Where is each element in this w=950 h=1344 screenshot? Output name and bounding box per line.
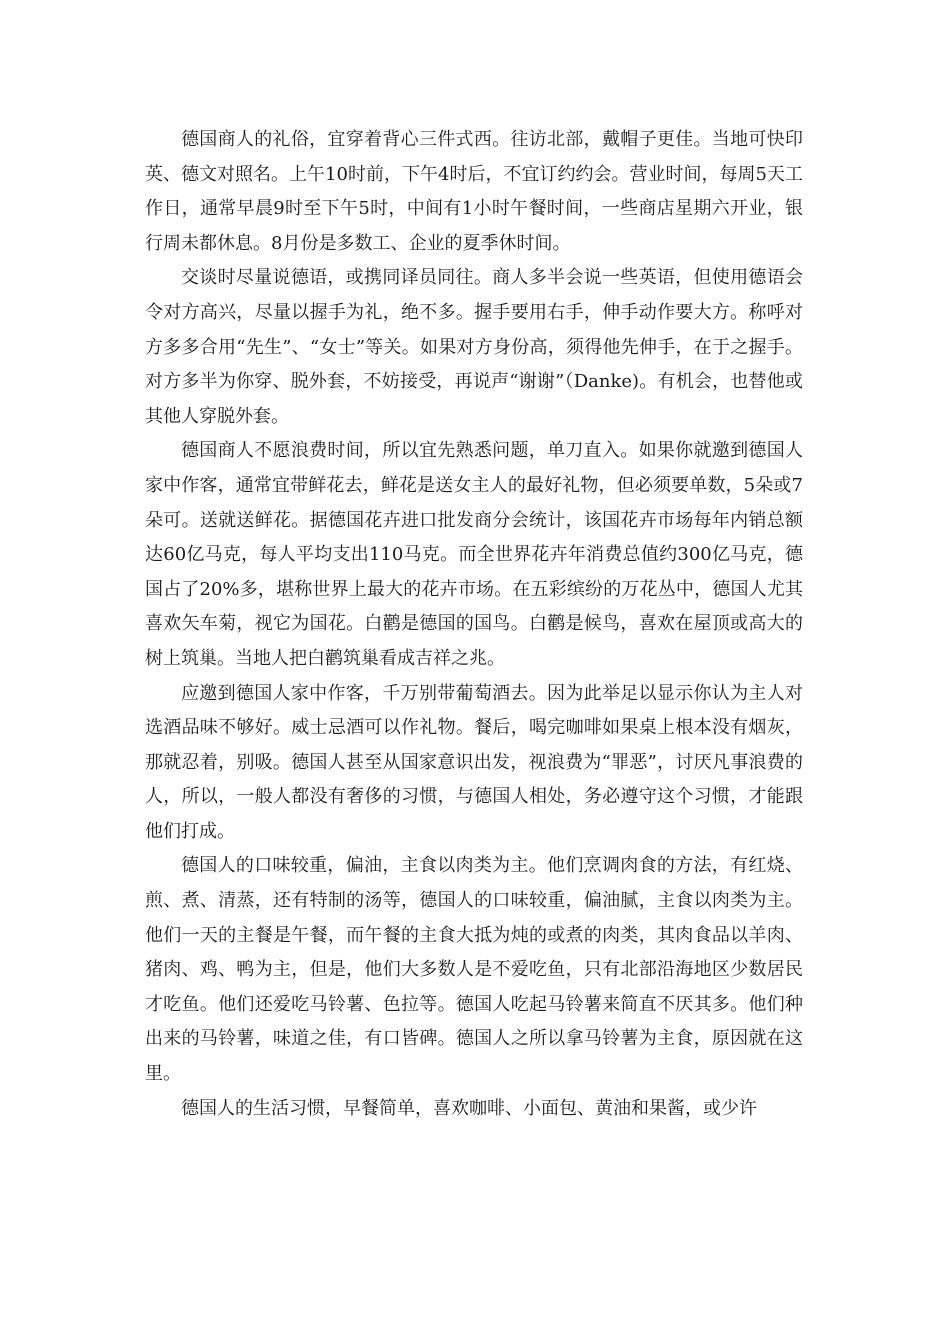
paragraph-living-habits: 德国人的生活习惯，早餐简单，喜欢咖啡、小面包、黄油和果酱，或少许 (181, 1097, 757, 1119)
paragraph-business-etiquette: 德国商人的礼俗，宜穿着背心三件式西。往访北部，戴帽子更佳。当地可快印英、德文对照名。上午10时前，下午4时后，不宜订约约会。营业时间，每周5天工作日，通常早晨9时至下午5时，中间有1小时午餐时间，一些商店星期六开业，银行周未都休息。8月份是多数工、企业的夏季休时间。 (145, 129, 803, 254)
paragraph-conversation-greeting: 交谈时尽量说德语，或携同译员同往。商人多半会说一些英语，但使用德语会令对方高兴，尽量以握手为礼，绝不多。握手要用右手，伸手动作要大方。称呼对方多多合用“先生”、“女士”等关。如果对方身份高，须得他先伸手，在于之握手。对方多半为你穿、脱外套，不妨接受，再说声“谢谢”（Danke)。有机会，也替他或其他人穿脱外套。 (145, 267, 803, 427)
document-body (145, 123, 803, 1126)
paragraph-gifts-flowers: 德国商人不愿浪费时间，所以宜先熟悉问题，单刀直入。如果你就邀到德国人家中作客，通常宜带鲜花去，鲜花是送女主人的最好礼物，但必须要单数，5朵或7朵可。送就送鲜花。据德国花卉进口批发商分会统计，该国花卉市场每年内销总额达60亿马克，每人平均支出110马克。而全世界花卉年消费总值约300亿马克，德国占了20%多，堪称世界上最大的花卉市场。在五彩缤纷的万花丛中，德国人尤其喜欢矢车菊，视它为国花。白鹳是德国的国鸟。白鹳是候鸟，喜欢在屋顶或高大的树上筑巢。当地人把白鹳筑巢看成吉祥之兆。 (145, 440, 803, 669)
paragraph-home-visit: 应邀到德国人家中作客，千万别带葡萄酒去。因为此举足以显示你认为主人对选酒品味不够好。威士忌酒可以作礼物。餐后，喝完咖啡如果桌上根本没有烟灰，那就忍着，别吸。德国人甚至从国家意识出发，视浪费为“罪恶”，讨厌凡事浪费的人，所以，一般人都没有奢侈的习惯，与德国人相处，务必遵守这个习惯，才能跟他们打成。 (145, 682, 803, 842)
paragraph-food-taste: 德国人的口味较重，偏油，主食以肉类为主。他们烹调肉食的方法，有红烧、煎、煮、清蒸，还有特制的汤等，德国人的口味较重，偏油腻，主食以肉类为主。他们一天的主餐是午餐，而午餐的主食大抵为炖的或煮的肉类，其肉食品以羊肉、猪肉、鸡、鸭为主，但是，他们大多数人是不爱吃鱼，只有北部沿海地区少数居民才吃鱼。他们还爱吃马铃薯、色拉等。德国人吃起马铃薯来简直不厌其多。他们种出来的马铃薯，味道之佳，有口皆碑。德国人之所以拿马铃薯为主食，原因就在这里。 (145, 855, 803, 1085)
